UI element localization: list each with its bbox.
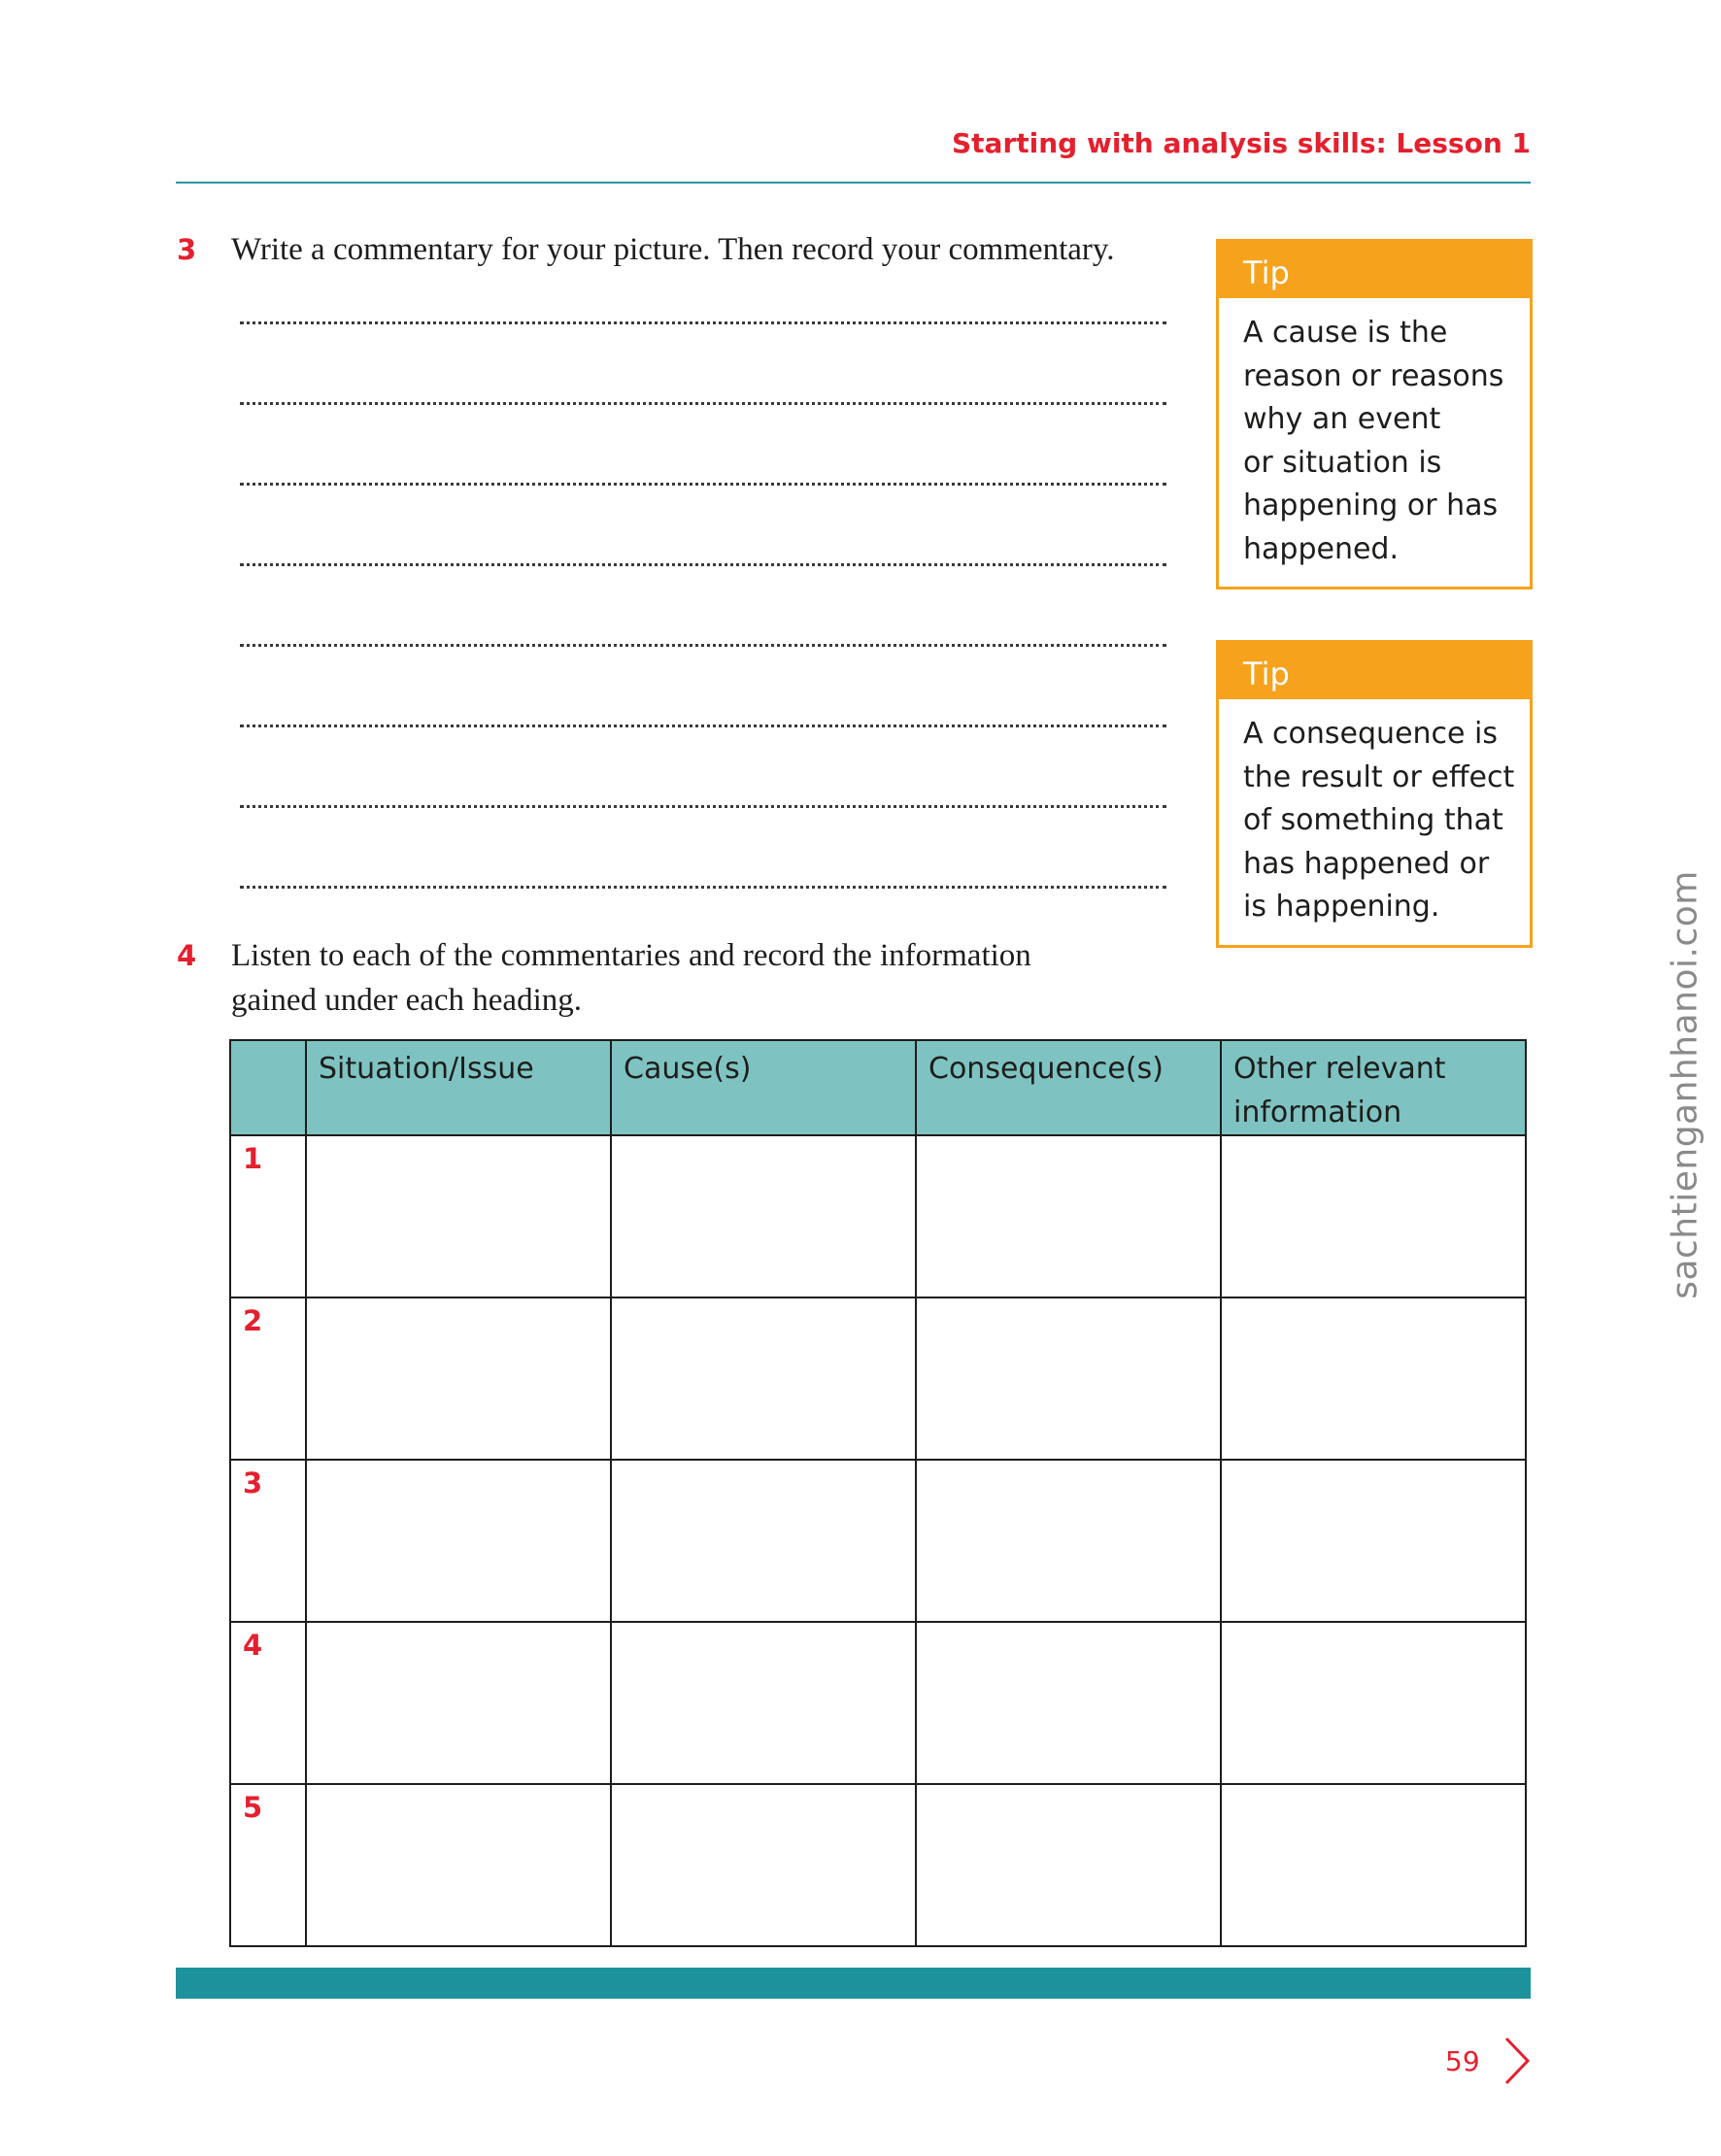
table-cell-causes[interactable] <box>611 1784 916 1946</box>
table-row <box>230 1784 1526 1946</box>
watermark-text: sachtienganhhanoi.com <box>1665 870 1705 1299</box>
table-cell-situation[interactable] <box>306 1622 611 1784</box>
tip-line: of something that <box>1243 803 1503 837</box>
table-row <box>230 1135 1526 1297</box>
writing-line-6[interactable] <box>240 724 1166 727</box>
table-header-row <box>230 1040 1526 1135</box>
writing-line-3[interactable] <box>240 483 1166 486</box>
table-header-situation <box>306 1040 611 1135</box>
tip-line: has happened or <box>1243 846 1490 881</box>
tip-line: A consequence is <box>1243 717 1498 751</box>
tip-line: happened. <box>1243 531 1399 566</box>
tip-box-cause <box>1216 239 1533 590</box>
header-label: Situation/Issue <box>319 1052 534 1086</box>
table-header-other-info <box>1221 1040 1526 1135</box>
table-cell-situation[interactable] <box>306 1460 611 1622</box>
table-cell-causes[interactable] <box>611 1460 916 1622</box>
table-cell-consequences[interactable] <box>916 1622 1221 1784</box>
row-number: 5 <box>230 1784 306 1946</box>
tip-heading: Tip <box>1219 242 1530 298</box>
tip-line: happening or has <box>1243 488 1499 522</box>
writing-line-7[interactable] <box>240 805 1166 808</box>
writing-line-5[interactable] <box>240 644 1166 647</box>
table-cell-causes[interactable] <box>611 1622 916 1784</box>
footer-bar <box>176 1968 1531 1999</box>
question-3-text <box>231 227 1114 272</box>
question-3-text-line: Write a commentary for your picture. Then record your commentary. <box>231 232 1115 267</box>
table-cell-other-info[interactable] <box>1221 1297 1526 1460</box>
table-cell-other-info[interactable] <box>1221 1135 1526 1297</box>
tip-heading: Tip <box>1219 643 1530 699</box>
tip-line: reason or reasons <box>1243 358 1504 393</box>
tip-body <box>1219 298 1530 587</box>
table-cell-consequences[interactable] <box>916 1297 1221 1460</box>
row-number: 3 <box>230 1460 306 1622</box>
tip-line: the result or effect <box>1243 759 1515 794</box>
writing-line-1[interactable] <box>240 321 1166 324</box>
row-number: 2 <box>230 1297 306 1460</box>
tip-box-consequence <box>1216 640 1533 948</box>
writing-line-4[interactable] <box>240 563 1166 566</box>
table-cell-causes[interactable] <box>611 1135 916 1297</box>
row-number: 1 <box>230 1135 306 1297</box>
table-row <box>230 1297 1526 1460</box>
header-divider <box>176 182 1531 184</box>
table-cell-other-info[interactable] <box>1221 1460 1526 1622</box>
table-cell-situation[interactable] <box>306 1135 611 1297</box>
table-cell-situation[interactable] <box>306 1297 611 1460</box>
table-cell-consequences[interactable] <box>916 1460 1221 1622</box>
header-label: Cause(s) <box>624 1052 752 1086</box>
table-header-consequences <box>916 1040 1221 1135</box>
table-cell-situation[interactable] <box>306 1784 611 1946</box>
row-number: 4 <box>230 1622 306 1784</box>
table-cell-other-info[interactable] <box>1221 1784 1526 1946</box>
question-4-text <box>231 933 1031 1023</box>
tip-body <box>1219 699 1530 945</box>
question-4-text-line: gained under each heading. <box>231 983 583 1018</box>
table-cell-causes[interactable] <box>611 1297 916 1460</box>
table-cell-consequences[interactable] <box>916 1784 1221 1946</box>
writing-line-2[interactable] <box>240 402 1166 405</box>
table-row <box>230 1622 1526 1784</box>
page-number: 59 <box>1445 2045 1480 2077</box>
header-label: Other relevant <box>1233 1052 1446 1086</box>
question-4-number: 4 <box>177 939 197 972</box>
commentary-info-table <box>229 1039 1527 1947</box>
question-4-text-line: Listen to each of the commentaries and record the information <box>231 938 1031 973</box>
table-row <box>230 1460 1526 1622</box>
table-header-causes <box>611 1040 916 1135</box>
header-label: information <box>1233 1095 1402 1129</box>
tip-line: is happening. <box>1243 890 1440 924</box>
header-label: Consequence(s) <box>928 1052 1164 1086</box>
page-header-title: Starting with analysis skills: Lesson 1 <box>952 127 1531 159</box>
table-header-blank <box>230 1040 306 1135</box>
chevron-right-icon[interactable] <box>1502 2036 1532 2086</box>
tip-line: why an event <box>1243 402 1441 436</box>
writing-line-8[interactable] <box>240 886 1166 889</box>
table-cell-other-info[interactable] <box>1221 1622 1526 1784</box>
tip-line: A cause is the <box>1243 316 1448 350</box>
table-cell-consequences[interactable] <box>916 1135 1221 1297</box>
question-3-number: 3 <box>177 233 197 266</box>
tip-line: or situation is <box>1243 445 1442 480</box>
